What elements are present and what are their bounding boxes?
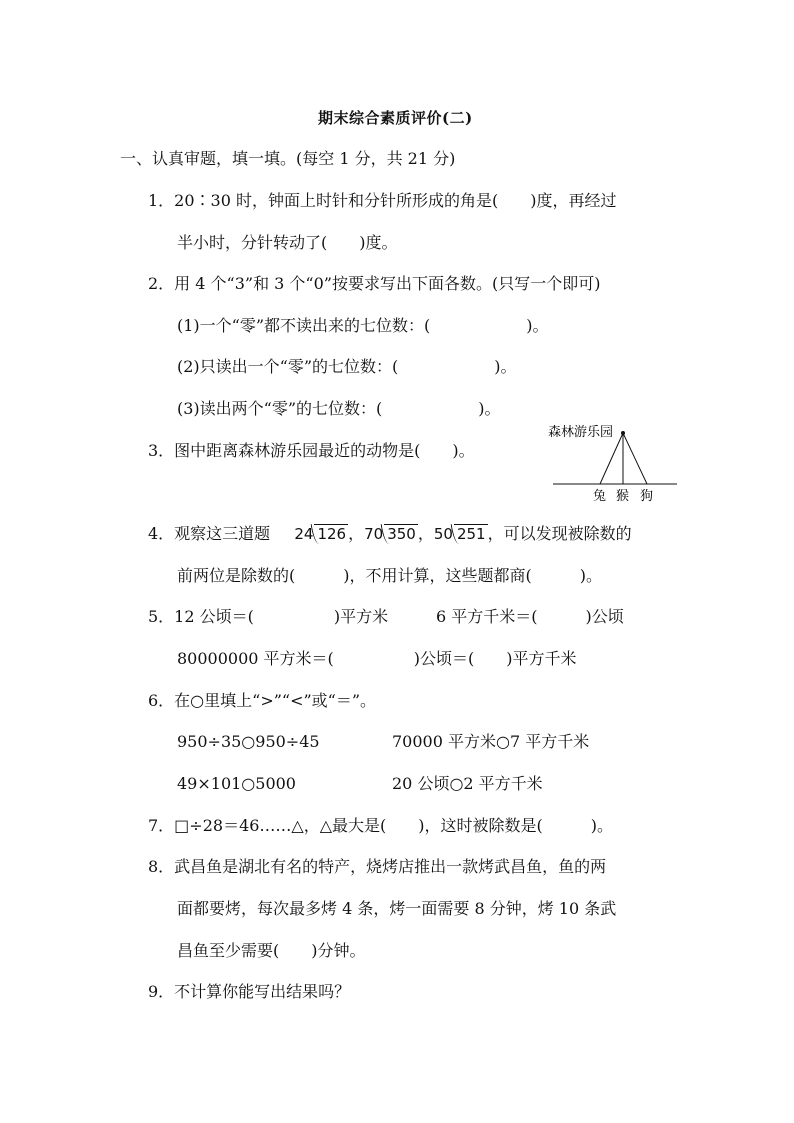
question-4-prefix: 4．观察这三道题 [148,524,271,543]
question-8-line-2: 面都要烤，每次最多烤 4 条，烤一面需要 8 分钟，烤 10 条武 [177,899,617,918]
divisor: 24 [294,525,314,543]
question-1-line-2: 半小时，分针转动了( )度。 [177,233,398,252]
divisor: 70 [364,525,384,543]
dividend: 350 [384,524,418,543]
question-1-line-1: 1．20∶30 时，钟面上时针和分针所形成的角是( )度，再经过 [148,191,617,210]
divisor: 50 [433,525,453,543]
comparison-item: 70000 平方米○7 平方千米 [392,732,590,751]
comparison-item: 950÷35○950÷45 [177,732,320,751]
question-5-part-a: 5．12 公顷＝( )平方米 [148,607,389,626]
question-8-line-3: 昌鱼至少需要( )分钟。 [177,941,366,960]
question-9-text: 9．不计算你能写出结果吗？ [148,982,351,1001]
line-to-rabbit [600,433,623,484]
dividend: 126 [314,524,348,543]
separator: ， [348,524,365,543]
line-to-dog [623,433,647,484]
question-8-line-1: 8．武昌鱼是湖北有名的特产，烧烤店推出一款烤武昌鱼，鱼的两 [148,857,607,876]
park-distance-figure [545,418,685,504]
dividend: 251 [454,524,488,543]
question-2-part-3: (3)读出两个“零”的七位数：( )。 [177,399,501,418]
animal-dog: 狗 [640,489,654,504]
question-4-suffix: ，可以发现被除数的 [487,524,632,543]
separator: ， [417,524,434,543]
animal-monkey: 猴 [616,489,630,504]
question-7-text: 7．□÷28＝46……△，△最大是( )，这时被除数是( )。 [148,816,614,835]
section-heading: 一、认真审题，填一填。(每空 1 分，共 21 分) [120,149,456,168]
question-2-part-2: (2)只读出一个“零”的七位数：( )。 [177,357,517,376]
comparison-item: 20 公顷○2 平方千米 [392,774,543,793]
question-2-part-1: (1)一个“零”都不读出来的七位数：( )。 [177,316,549,335]
question-4-line-2: 前两位是除数的( )，不用计算，这些题都商( )。 [177,566,602,585]
question-5-part-c: 80000000 平方米＝( )公顷＝( )平方千米 [177,649,577,668]
question-3-text: 3．图中距离森林游乐园最近的动物是( )。 [148,441,475,460]
long-division-1 [294,524,348,544]
page-title: 期末综合素质评价(二) [318,109,473,127]
question-4-line-1 [148,524,632,544]
question-5-part-b: 6 平方千米＝( )公顷 [436,607,624,626]
question-2-stem: 2．用 4 个“3”和 3 个“0”按要求写出下面各数。(只写一个即可) [148,274,601,293]
long-division-2 [364,524,418,544]
long-division-3 [434,524,488,544]
park-label: 森林游乐园 [548,425,614,440]
animal-rabbit: 兔 [593,489,607,504]
comparison-item: 49×101○5000 [177,774,296,793]
question-6-stem: 6．在○里填上“>”“<”或“＝”。 [148,691,377,710]
